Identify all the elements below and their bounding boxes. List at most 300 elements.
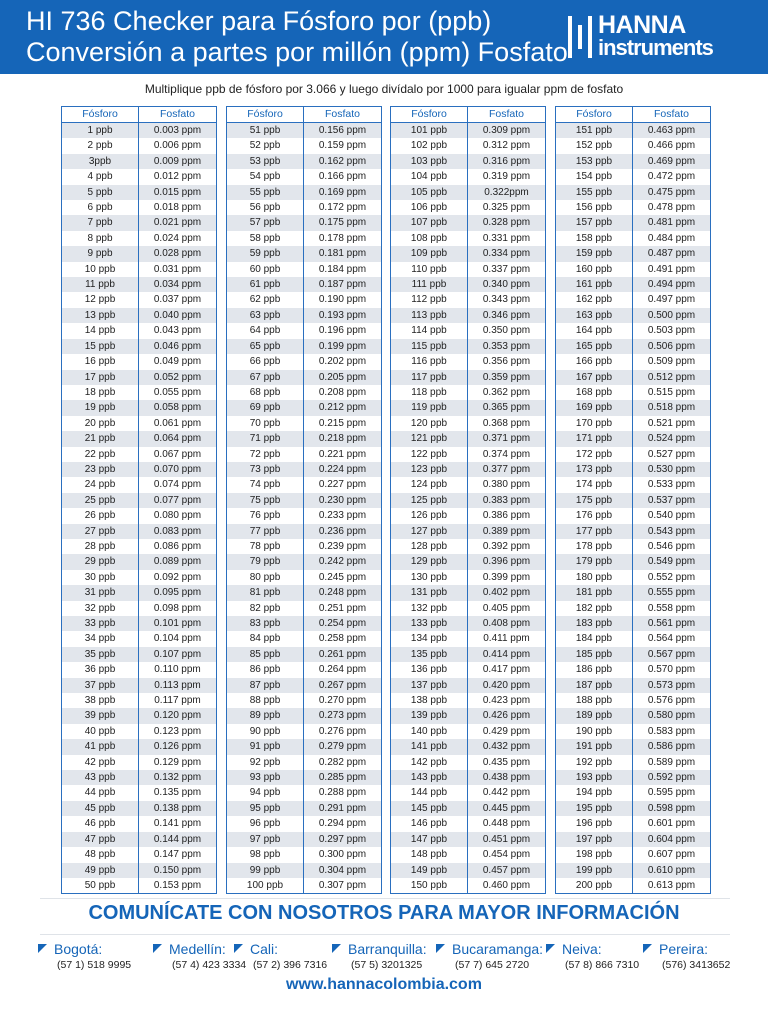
table-row [227, 292, 381, 307]
phosphorus-cell: 53 ppb [227, 154, 304, 169]
table-row [62, 524, 216, 539]
phosphorus-cell: 100 ppb [227, 878, 304, 893]
phosphate-cell: 0.024 ppm [153, 232, 202, 244]
table-row [556, 154, 710, 169]
phosphate-cell: 0.463 ppm [647, 125, 696, 136]
table-row [556, 123, 710, 138]
hanna-logo [568, 11, 758, 64]
phosphate-cell: 0.478 ppm [647, 202, 696, 214]
table-row [62, 847, 216, 862]
table-body [227, 123, 381, 893]
table-row [227, 477, 381, 492]
phosphorus-cell: 200 ppb [556, 878, 633, 893]
phosphate-cell: 0.570 ppm [647, 664, 696, 676]
phosphate-cell: 0.340 ppm [482, 279, 531, 291]
phosphorus-cell: 177 ppb [556, 524, 633, 539]
phosphorus-cell: 55 ppb [227, 185, 304, 200]
phosphate-cell: 0.028 ppm [153, 248, 202, 260]
table-row [227, 724, 381, 739]
table-row [391, 447, 545, 462]
phosphate-cell: 0.368 ppm [482, 417, 531, 429]
phosphorus-cell: 122 ppb [391, 447, 468, 462]
phosphorus-cell: 186 ppb [556, 662, 633, 677]
table-row [62, 154, 216, 169]
contact-phone[interactable]: (57 2) 396 7316 [253, 959, 328, 971]
table-row [556, 477, 710, 492]
phosphate-cell: 0.405 ppm [482, 602, 531, 614]
phosphate-cell: 0.261 ppm [318, 648, 367, 660]
phosphorus-cell: 152 ppb [556, 138, 633, 153]
phosphorus-cell: 147 ppb [391, 832, 468, 847]
logo-brand: HANNA [598, 11, 686, 39]
phosphate-cell: 0.227 ppm [318, 479, 367, 491]
phosphorus-cell: 71 ppb [227, 431, 304, 446]
phosphate-cell: 0.481 ppm [647, 217, 696, 229]
phosphorus-cell: 90 ppb [227, 724, 304, 739]
phosphorus-cell: 109 ppb [391, 246, 468, 261]
table-row [391, 539, 545, 554]
phosphorus-cell: 58 ppb [227, 231, 304, 246]
phosphorus-cell: 199 ppb [556, 863, 633, 878]
table-row [227, 185, 381, 200]
table-header [391, 107, 545, 123]
table-row [391, 585, 545, 600]
contact-phone[interactable]: (57 4) 423 3334 [172, 959, 247, 971]
phosphorus-cell: 101 ppb [391, 123, 468, 138]
phosphate-cell: 0.527 ppm [647, 448, 696, 460]
phosphorus-cell: 10 ppb [62, 262, 139, 277]
phosphate-cell: 0.135 ppm [153, 787, 202, 799]
phosphate-cell: 0.380 ppm [482, 479, 531, 491]
phosphorus-cell: 63 ppb [227, 308, 304, 323]
table-row [62, 601, 216, 616]
phosphorus-cell: 181 ppb [556, 585, 633, 600]
corner-arrow-icon [643, 944, 652, 953]
phosphorus-cell: 159 ppb [556, 246, 633, 261]
table-row [62, 678, 216, 693]
table-row [556, 262, 710, 277]
table-row [227, 863, 381, 878]
table-row [227, 400, 381, 415]
contact-phone[interactable]: (57 1) 518 9995 [57, 959, 132, 971]
phosphorus-cell: 29 ppb [62, 554, 139, 569]
phosphate-cell: 0.509 ppm [647, 356, 696, 368]
phosphate-cell: 0.239 ppm [318, 540, 367, 552]
phosphate-cell: 0.337 ppm [482, 263, 531, 275]
phosphate-cell: 0.586 ppm [647, 741, 696, 753]
table-row [62, 770, 216, 785]
table-row [62, 832, 216, 847]
phosphorus-cell: 1 ppb [62, 123, 139, 138]
column-header-phosphorus: Fósforo [391, 107, 468, 122]
contact-item [38, 940, 131, 972]
phosphorus-cell: 85 ppb [227, 647, 304, 662]
phosphate-cell: 0.429 ppm [482, 725, 531, 737]
phosphorus-cell: 66 ppb [227, 354, 304, 369]
contact-city [38, 940, 131, 958]
header-banner [0, 0, 768, 74]
phosphorus-cell: 61 ppb [227, 277, 304, 292]
phosphorus-cell: 182 ppb [556, 601, 633, 616]
table-row [556, 616, 710, 631]
table-row [62, 708, 216, 723]
table-row [62, 739, 216, 754]
phosphate-cell: 0.258 ppm [318, 633, 367, 645]
phosphorus-cell: 67 ppb [227, 370, 304, 385]
phosphorus-cell: 131 ppb [391, 585, 468, 600]
phosphate-cell: 0.187 ppm [318, 279, 367, 291]
table-row [556, 539, 710, 554]
phosphorus-cell: 170 ppb [556, 416, 633, 431]
phosphate-cell: 0.077 ppm [153, 494, 202, 506]
table-row [62, 647, 216, 662]
table-row [62, 863, 216, 878]
table-row [227, 554, 381, 569]
phosphorus-cell: 192 ppb [556, 755, 633, 770]
table-row [556, 678, 710, 693]
table-row [227, 539, 381, 554]
phosphorus-cell: 70 ppb [227, 416, 304, 431]
table-row [62, 585, 216, 600]
phosphorus-cell: 3ppb [62, 154, 139, 169]
contact-phone[interactable]: (57 8) 866 7310 [565, 959, 640, 971]
column-header-phosphorus: Fósforo [556, 107, 633, 122]
table-row [391, 878, 545, 893]
phosphate-cell: 0.282 ppm [318, 756, 367, 768]
phosphorus-cell: 128 ppb [391, 539, 468, 554]
phosphate-cell: 0.552 ppm [647, 571, 696, 583]
phosphate-cell: 0.583 ppm [647, 725, 696, 737]
phosphate-cell: 0.408 ppm [482, 618, 531, 629]
table-row [227, 154, 381, 169]
phosphorus-cell: 25 ppb [62, 493, 139, 508]
phosphate-cell: 0.460 ppm [482, 879, 531, 891]
phosphorus-cell: 73 ppb [227, 462, 304, 477]
phosphorus-cell: 180 ppb [556, 570, 633, 585]
table-row [391, 785, 545, 800]
contact-phone[interactable]: (576) 3413652 [662, 959, 731, 971]
table-row [227, 262, 381, 277]
phosphate-cell: 0.392 ppm [482, 540, 531, 552]
phosphate-cell: 0.144 ppm [153, 833, 202, 845]
phosphorus-cell: 164 ppb [556, 323, 633, 338]
phosphate-cell: 0.312 ppm [482, 140, 531, 152]
phosphorus-cell: 18 ppb [62, 385, 139, 400]
table-row [556, 447, 710, 462]
phosphate-cell: 0.129 ppm [153, 756, 202, 768]
table-row [62, 755, 216, 770]
table-row [227, 570, 381, 585]
corner-arrow-icon [234, 944, 243, 953]
phosphorus-cell: 26 ppb [62, 508, 139, 523]
phosphate-cell: 0.524 ppm [647, 433, 696, 445]
table-row [556, 246, 710, 261]
phosphate-cell: 0.454 ppm [482, 849, 531, 861]
phosphate-cell: 0.604 ppm [647, 833, 696, 845]
phosphate-cell: 0.178 ppm [318, 232, 367, 244]
table-row [391, 138, 545, 153]
phosphate-cell: 0.061 ppm [153, 417, 202, 429]
table-row [556, 585, 710, 600]
table-row [227, 169, 381, 184]
table-row [62, 292, 216, 307]
table-row [62, 801, 216, 816]
contact-city [332, 940, 427, 958]
table-row [391, 816, 545, 831]
table-row [391, 354, 545, 369]
table-row [556, 863, 710, 878]
table-row [227, 231, 381, 246]
phosphate-cell: 0.166 ppm [318, 171, 367, 183]
table-row [391, 416, 545, 431]
phosphate-cell: 0.070 ppm [153, 463, 202, 475]
table-row [227, 277, 381, 292]
phosphate-cell: 0.095 ppm [153, 587, 202, 599]
logo-sub: instruments [598, 35, 713, 60]
table-row [227, 739, 381, 754]
phosphorus-cell: 120 ppb [391, 416, 468, 431]
phosphorus-cell: 106 ppb [391, 200, 468, 215]
column-header-phosphorus: Fósforo [62, 107, 139, 122]
phosphate-cell: 0.576 ppm [647, 695, 696, 707]
phosphorus-cell: 56 ppb [227, 200, 304, 215]
phosphate-cell: 0.089 ppm [153, 556, 202, 568]
phosphate-cell: 0.055 ppm [153, 386, 202, 398]
table-row [391, 339, 545, 354]
table-row [227, 215, 381, 230]
table-row [391, 524, 545, 539]
phosphorus-cell: 32 ppb [62, 601, 139, 616]
phosphorus-cell: 2 ppb [62, 138, 139, 153]
table-row [556, 354, 710, 369]
phosphate-cell: 0.607 ppm [647, 849, 696, 861]
phosphorus-cell: 155 ppb [556, 185, 633, 200]
phosphorus-cell: 31 ppb [62, 585, 139, 600]
table-row [227, 323, 381, 338]
column-header-phosphate: Fosfato [653, 108, 690, 120]
phosphorus-cell: 162 ppb [556, 292, 633, 307]
table-row [227, 647, 381, 662]
phosphate-cell: 0.399 ppm [482, 571, 531, 583]
phosphate-cell: 0.445 ppm [482, 802, 531, 814]
phosphorus-cell: 27 ppb [62, 524, 139, 539]
phosphate-cell: 0.417 ppm [482, 664, 531, 676]
phosphorus-cell: 41 ppb [62, 739, 139, 754]
contact-phone[interactable]: (57 7) 645 2720 [455, 959, 530, 971]
table-row [227, 524, 381, 539]
table-row [62, 262, 216, 277]
table-row [556, 431, 710, 446]
phosphate-cell: 0.316 ppm [482, 155, 531, 167]
table-row [62, 616, 216, 631]
phosphorus-cell: 77 ppb [227, 524, 304, 539]
phosphate-cell: 0.285 ppm [318, 772, 367, 784]
phosphate-cell: 0.304 ppm [318, 864, 367, 876]
table-row [556, 215, 710, 230]
table-row [227, 847, 381, 862]
phosphate-cell: 0.518 ppm [647, 402, 696, 414]
table-row [391, 400, 545, 415]
phosphate-cell: 0.319 ppm [482, 171, 531, 183]
table-row [62, 246, 216, 261]
phosphorus-cell: 141 ppb [391, 739, 468, 754]
table-row [227, 385, 381, 400]
table-row [391, 385, 545, 400]
phosphorus-cell: 14 ppb [62, 323, 139, 338]
table-row [391, 292, 545, 307]
table-body [556, 123, 710, 893]
table-row [62, 477, 216, 492]
table-row [556, 385, 710, 400]
table-row [62, 185, 216, 200]
phosphorus-cell: 99 ppb [227, 863, 304, 878]
contact-city-label: Bucaramanga: [452, 941, 544, 957]
table-row [391, 832, 545, 847]
phosphorus-cell: 82 ppb [227, 601, 304, 616]
phosphate-cell: 0.533 ppm [647, 479, 696, 491]
phosphorus-cell: 156 ppb [556, 200, 633, 215]
contact-city-label: Bogotá: [54, 941, 103, 957]
table-row [391, 431, 545, 446]
phosphorus-cell: 38 ppb [62, 693, 139, 708]
table-row [227, 616, 381, 631]
phosphorus-cell: 167 ppb [556, 370, 633, 385]
phosphate-cell: 0.442 ppm [482, 787, 531, 799]
phosphate-cell: 0.353 ppm [482, 340, 531, 352]
phosphate-cell: 0.438 ppm [482, 772, 531, 784]
phosphorus-cell: 124 ppb [391, 477, 468, 492]
contact-item [546, 940, 639, 972]
phosphorus-cell: 30 ppb [62, 570, 139, 585]
phosphorus-cell: 134 ppb [391, 631, 468, 646]
phosphate-cell: 0.279 ppm [318, 741, 367, 753]
phosphate-cell: 0.193 ppm [318, 309, 367, 321]
table-row [62, 693, 216, 708]
table-row [227, 801, 381, 816]
contact-city-label: Cali: [250, 941, 279, 957]
table-row [391, 770, 545, 785]
phosphate-cell: 0.273 ppm [318, 710, 367, 722]
phosphate-cell: 0.083 ppm [153, 525, 202, 537]
contact-phone[interactable]: (57 5) 3201325 [351, 959, 423, 971]
phosphate-cell: 0.067 ppm [153, 448, 202, 460]
phosphate-cell: 0.224 ppm [318, 463, 367, 475]
phosphorus-cell: 154 ppb [556, 169, 633, 184]
table-row [62, 462, 216, 477]
phosphorus-cell: 24 ppb [62, 477, 139, 492]
phosphorus-cell: 114 ppb [391, 323, 468, 338]
table-row [227, 447, 381, 462]
table-row [556, 524, 710, 539]
phosphorus-cell: 39 ppb [62, 708, 139, 723]
phosphorus-cell: 129 ppb [391, 554, 468, 569]
table-row [227, 123, 381, 138]
contact-city [436, 940, 543, 958]
phosphate-cell: 0.267 ppm [318, 679, 367, 691]
phosphorus-cell: 136 ppb [391, 662, 468, 677]
contact-city [643, 940, 730, 958]
table-row [556, 185, 710, 200]
phosphate-cell: 0.015 ppm [153, 186, 202, 198]
table-row [227, 354, 381, 369]
phosphate-cell: 0.230 ppm [318, 494, 367, 506]
website-link[interactable]: www.hannacolombia.com [286, 976, 482, 993]
phosphorus-cell: 35 ppb [62, 647, 139, 662]
table-row [556, 231, 710, 246]
phosphorus-cell: 64 ppb [227, 323, 304, 338]
phosphorus-cell: 15 ppb [62, 339, 139, 354]
phosphate-cell: 0.543 ppm [647, 525, 696, 537]
phosphate-cell: 0.448 ppm [482, 818, 531, 830]
table-row [556, 200, 710, 215]
phosphate-cell: 0.497 ppm [647, 294, 696, 306]
phosphate-cell: 0.018 ppm [153, 202, 202, 214]
phosphate-cell: 0.205 ppm [318, 371, 367, 383]
phosphate-cell: 0.233 ppm [318, 510, 367, 522]
phosphate-cell: 0.371 ppm [482, 433, 531, 445]
phosphorus-cell: 196 ppb [556, 816, 633, 831]
phosphorus-cell: 98 ppb [227, 847, 304, 862]
phosphate-cell: 0.086 ppm [153, 540, 202, 552]
phosphate-cell: 0.199 ppm [318, 340, 367, 352]
phosphate-cell: 0.006 ppm [153, 140, 202, 152]
phosphorus-cell: 111 ppb [391, 277, 468, 292]
table-row [556, 493, 710, 508]
phosphorus-cell: 13 ppb [62, 308, 139, 323]
phosphorus-cell: 175 ppb [556, 493, 633, 508]
table-row [62, 308, 216, 323]
phosphorus-cell: 158 ppb [556, 231, 633, 246]
phosphate-cell: 0.601 ppm [647, 818, 696, 830]
table-row [556, 739, 710, 754]
table-row [391, 662, 545, 677]
phosphate-cell: 0.245 ppm [318, 571, 367, 583]
phosphorus-cell: 165 ppb [556, 339, 633, 354]
phosphorus-cell: 140 ppb [391, 724, 468, 739]
phosphate-cell: 0.322ppm [484, 186, 529, 198]
phosphorus-cell: 112 ppb [391, 292, 468, 307]
table-row [227, 493, 381, 508]
phosphate-cell: 0.156 ppm [318, 125, 367, 136]
phosphate-cell: 0.598 ppm [647, 802, 696, 814]
table-row [556, 339, 710, 354]
phosphorus-cell: 23 ppb [62, 462, 139, 477]
divider [40, 934, 730, 935]
table-row [391, 462, 545, 477]
phosphorus-cell: 193 ppb [556, 770, 633, 785]
phosphate-cell: 0.386 ppm [482, 510, 531, 522]
table-row [62, 724, 216, 739]
table-row [62, 231, 216, 246]
phosphorus-cell: 52 ppb [227, 138, 304, 153]
table-header [556, 107, 710, 123]
table-row [62, 200, 216, 215]
phosphorus-cell: 138 ppb [391, 693, 468, 708]
phosphate-cell: 0.402 ppm [482, 587, 531, 599]
phosphorus-cell: 135 ppb [391, 647, 468, 662]
phosphorus-cell: 9 ppb [62, 246, 139, 261]
phosphorus-cell: 179 ppb [556, 554, 633, 569]
phosphorus-cell: 153 ppb [556, 154, 633, 169]
phosphate-cell: 0.325 ppm [482, 202, 531, 214]
table-row [391, 647, 545, 662]
table-row [391, 200, 545, 215]
contact-city-label: Barranquilla: [348, 941, 427, 957]
phosphate-cell: 0.123 ppm [153, 725, 202, 737]
phosphorus-cell: 44 ppb [62, 785, 139, 800]
phosphate-cell: 0.457 ppm [482, 864, 531, 876]
table-row [62, 554, 216, 569]
